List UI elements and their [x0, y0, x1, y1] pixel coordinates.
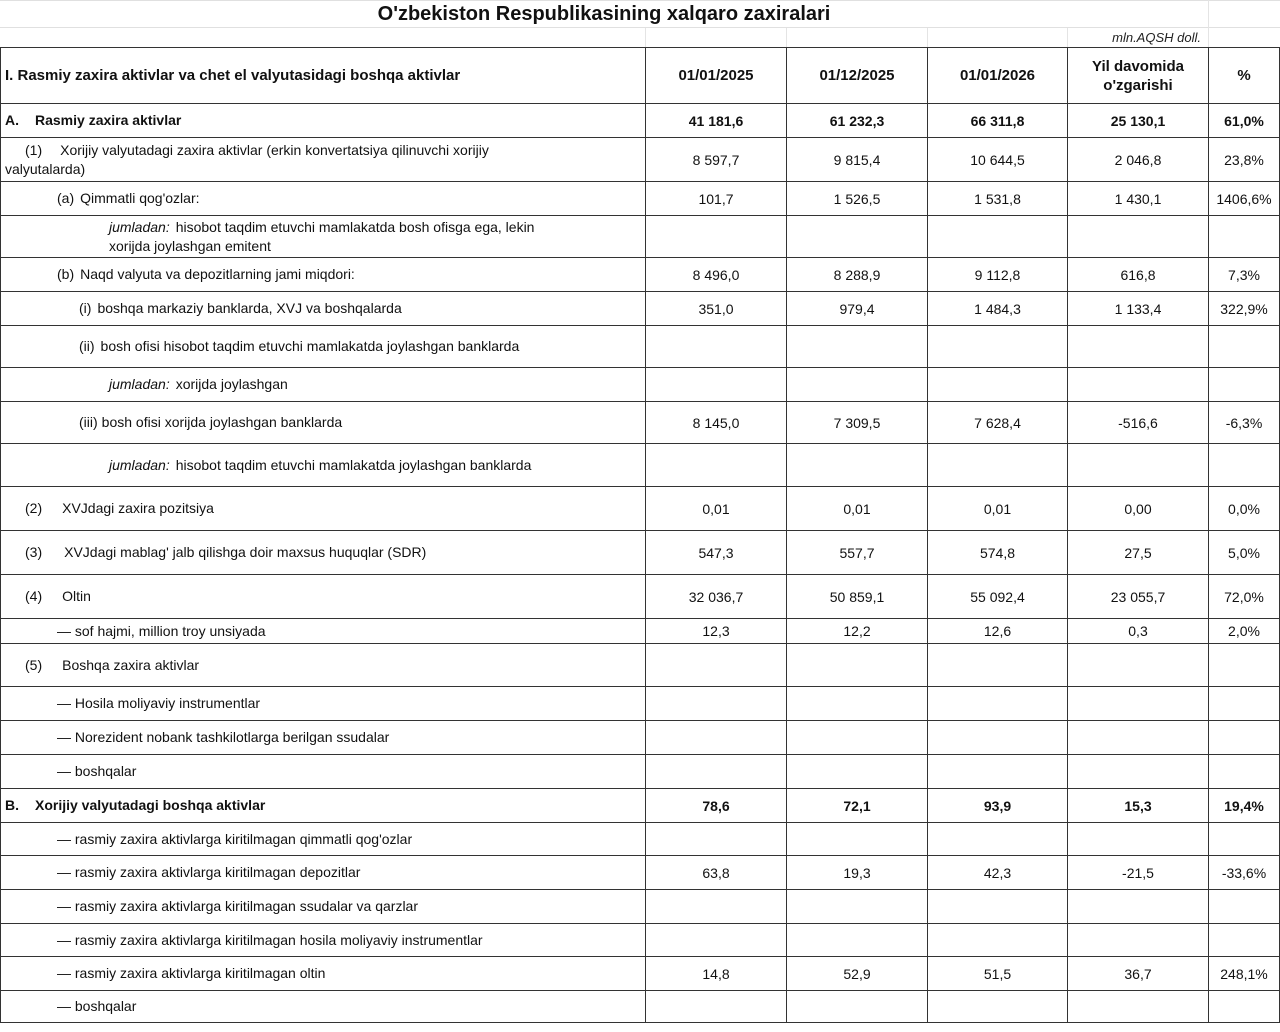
value-2025-12 [787, 326, 928, 368]
value-2025-12 [787, 216, 928, 258]
value-2026-01: 66 311,8 [928, 104, 1068, 138]
table-row [1, 890, 1280, 924]
value-change: 0,00 [1068, 487, 1209, 531]
row-label-text: XVJdagi zaxira pozitsiya [62, 500, 214, 516]
value-2025-01: 8 597,7 [646, 138, 787, 182]
value-2025-01 [646, 721, 787, 755]
value-percent: 0,0% [1209, 487, 1280, 531]
value-2026-01: 55 092,4 [928, 575, 1068, 619]
table-row [1, 823, 1280, 856]
value-2025-01 [646, 924, 787, 957]
table-row [1, 531, 1280, 575]
row-label [1, 292, 646, 326]
value-percent [1209, 644, 1280, 687]
table-row [1, 104, 1280, 138]
row-label [1, 368, 646, 402]
row-label-text: — rasmiy zaxira aktivlarga kiritilmagan oltin [57, 965, 326, 981]
value-percent [1209, 890, 1280, 924]
value-change [1068, 216, 1209, 258]
value-2026-01 [928, 368, 1068, 402]
value-2026-01 [928, 890, 1068, 924]
value-change: 36,7 [1068, 957, 1209, 991]
row-label [1, 789, 646, 823]
header-col-2025-01: 01/01/2025 [646, 48, 787, 104]
row-prefix: (4) [25, 588, 43, 604]
value-2025-12 [787, 823, 928, 856]
header-row [1, 48, 1280, 104]
value-2026-01: 1 531,8 [928, 182, 1068, 216]
row-label [1, 216, 646, 258]
value-2025-01: 14,8 [646, 957, 787, 991]
value-2025-12 [787, 368, 928, 402]
value-2026-01 [928, 444, 1068, 487]
table-row [1, 402, 1280, 444]
value-2025-01: 63,8 [646, 856, 787, 890]
value-2025-12 [787, 444, 928, 487]
value-2026-01: 7 628,4 [928, 402, 1068, 444]
reserves-table [0, 47, 1280, 1023]
table-row [1, 216, 1280, 258]
table-row [1, 487, 1280, 531]
value-change [1068, 991, 1209, 1023]
value-change: 1 430,1 [1068, 182, 1209, 216]
value-change [1068, 823, 1209, 856]
value-2026-01 [928, 991, 1068, 1023]
table-row [1, 644, 1280, 687]
row-prefix: (1) [25, 141, 43, 158]
value-change: 1 133,4 [1068, 292, 1209, 326]
row-label [1, 890, 646, 924]
value-change: -516,6 [1068, 402, 1209, 444]
value-2026-01: 1 484,3 [928, 292, 1068, 326]
value-percent [1209, 687, 1280, 721]
row-label [1, 619, 646, 644]
value-percent [1209, 823, 1280, 856]
value-percent [1209, 924, 1280, 957]
value-2025-01: 547,3 [646, 531, 787, 575]
value-change: 15,3 [1068, 789, 1209, 823]
row-label [1, 531, 646, 575]
row-label [1, 402, 646, 444]
value-2026-01: 574,8 [928, 531, 1068, 575]
value-change: 23 055,7 [1068, 575, 1209, 619]
value-2026-01 [928, 823, 1068, 856]
value-percent [1209, 216, 1280, 258]
report-title: O'zbekiston Respublikasining xalqaro zaxiralari [377, 3, 831, 25]
value-change: 0,3 [1068, 619, 1209, 644]
row-prefix: B. [5, 797, 19, 813]
row-prefix: (iii) [79, 414, 98, 430]
value-2025-01 [646, 444, 787, 487]
value-percent: 23,8% [1209, 138, 1280, 182]
value-2026-01: 93,9 [928, 789, 1068, 823]
value-2025-01: 8 145,0 [646, 402, 787, 444]
row-prefix: jumladan: [109, 218, 170, 235]
value-2026-01: 51,5 [928, 957, 1068, 991]
value-2025-12: 61 232,3 [787, 104, 928, 138]
header-label: I. Rasmiy zaxira aktivlar va chet el valyutasidagi boshqa aktivlar [1, 48, 646, 104]
value-2025-01 [646, 216, 787, 258]
value-2025-12: 557,7 [787, 531, 928, 575]
value-2025-12: 50 859,1 [787, 575, 928, 619]
row-label-text: — rasmiy zaxira aktivlarga kiritilmagan qimmatli qog'ozlar [57, 830, 413, 847]
value-percent: 248,1% [1209, 957, 1280, 991]
value-2026-01 [928, 924, 1068, 957]
row-prefix: (ii) [79, 338, 95, 354]
value-2026-01 [928, 216, 1068, 258]
value-2025-12: 7 309,5 [787, 402, 928, 444]
row-label-text: Rasmiy zaxira aktivlar [35, 112, 182, 128]
value-2025-01 [646, 687, 787, 721]
row-label-text: bosh ofisi hisobot taqdim etuvchi mamlakatda joylashgan banklarda [100, 338, 520, 354]
value-2026-01 [928, 755, 1068, 789]
value-2025-12: 1 526,5 [787, 182, 928, 216]
value-2025-12: 8 288,9 [787, 258, 928, 292]
row-label [1, 258, 646, 292]
value-2026-01: 42,3 [928, 856, 1068, 890]
row-label [1, 487, 646, 531]
table-row [1, 721, 1280, 755]
table-row [1, 957, 1280, 991]
row-label-text: Xorijiy valyutadagi boshqa aktivlar [35, 797, 266, 813]
value-percent [1209, 721, 1280, 755]
value-2025-12: 19,3 [787, 856, 928, 890]
header-change-line2: o'zgarishi [1103, 76, 1173, 94]
row-label-text: — sof hajmi, million troy unsiyada [57, 622, 266, 639]
table-row [1, 575, 1280, 619]
value-2026-01 [928, 644, 1068, 687]
value-percent: 72,0% [1209, 575, 1280, 619]
value-change: 616,8 [1068, 258, 1209, 292]
value-2026-01: 0,01 [928, 487, 1068, 531]
row-prefix: (5) [25, 656, 43, 673]
row-prefix: A. [5, 112, 19, 128]
value-2025-01 [646, 823, 787, 856]
header-col-change [1068, 48, 1209, 104]
row-label [1, 444, 646, 487]
value-2025-01 [646, 991, 787, 1023]
row-label [1, 991, 646, 1023]
row-label [1, 138, 646, 182]
value-2025-12 [787, 890, 928, 924]
table-row [1, 924, 1280, 957]
table-row [1, 444, 1280, 487]
value-2025-01: 0,01 [646, 487, 787, 531]
table-row [1, 368, 1280, 402]
value-percent: 61,0% [1209, 104, 1280, 138]
value-2025-12 [787, 755, 928, 789]
value-2025-12: 979,4 [787, 292, 928, 326]
value-2025-01: 8 496,0 [646, 258, 787, 292]
unit-note: mln.AQSH doll. [1112, 30, 1201, 45]
row-label-text: — boshqalar [57, 763, 137, 779]
value-2026-01 [928, 687, 1068, 721]
value-2026-01: 12,6 [928, 619, 1068, 644]
value-percent: 5,0% [1209, 531, 1280, 575]
row-prefix: jumladan: [109, 456, 170, 473]
row-label-text: hisobot taqdim etuvchi mamlakatda bosh ofisga ega, lekin [175, 218, 535, 235]
row-label-text: — rasmiy zaxira aktivlarga kiritilmagan depozitlar [57, 864, 361, 880]
table-row [1, 619, 1280, 644]
value-2025-12: 52,9 [787, 957, 928, 991]
value-2025-01: 32 036,7 [646, 575, 787, 619]
value-percent [1209, 991, 1280, 1023]
value-percent: -33,6% [1209, 856, 1280, 890]
header-change-line1: Yil davomida [1092, 57, 1184, 75]
value-2026-01 [928, 721, 1068, 755]
value-2025-01 [646, 644, 787, 687]
row-prefix: (b) [57, 266, 75, 282]
row-prefix: (2) [25, 500, 43, 516]
value-2025-12 [787, 924, 928, 957]
value-2025-12 [787, 721, 928, 755]
row-label-text: Xorijiy valyutadagi zaxira aktivlar (erkin konvertatsiya qilinuvchi xorijiy [60, 141, 489, 158]
value-change [1068, 326, 1209, 368]
value-2025-01 [646, 326, 787, 368]
row-label-text: Oltin [62, 588, 91, 604]
value-percent [1209, 444, 1280, 487]
row-label-text: XVJdagi mablag' jalb qilishga doir maxsus huquqlar (SDR) [64, 544, 427, 560]
value-percent [1209, 755, 1280, 789]
row-label [1, 924, 646, 957]
table-row [1, 292, 1280, 326]
table-row [1, 138, 1280, 182]
value-change: 25 130,1 [1068, 104, 1209, 138]
value-percent: 2,0% [1209, 619, 1280, 644]
value-2025-01: 41 181,6 [646, 104, 787, 138]
value-2025-12: 72,1 [787, 789, 928, 823]
value-change [1068, 890, 1209, 924]
value-change [1068, 644, 1209, 687]
value-change: 2 046,8 [1068, 138, 1209, 182]
value-2025-01: 101,7 [646, 182, 787, 216]
value-percent [1209, 326, 1280, 368]
value-percent: 19,4% [1209, 789, 1280, 823]
value-percent: 1406,6% [1209, 182, 1280, 216]
value-percent: -6,3% [1209, 402, 1280, 444]
row-label-text: boshqa markaziy banklarda, XVJ va boshqalarda [97, 300, 402, 316]
row-prefix: (a) [57, 190, 75, 206]
row-label [1, 326, 646, 368]
value-2025-01: 351,0 [646, 292, 787, 326]
row-label [1, 957, 646, 991]
value-change: -21,5 [1068, 856, 1209, 890]
row-label [1, 575, 646, 619]
row-label-text-continued: xorijda joylashgan emitent [109, 237, 271, 254]
value-change [1068, 687, 1209, 721]
value-change [1068, 721, 1209, 755]
value-change: 27,5 [1068, 531, 1209, 575]
row-prefix: (i) [79, 300, 92, 316]
row-label-text: — rasmiy zaxira aktivlarga kiritilmagan hosila moliyaviy instrumentlar [57, 931, 483, 948]
row-label-text: — boshqalar [57, 998, 137, 1014]
row-label [1, 182, 646, 216]
row-label-text: Naqd valyuta va depozitlarning jami miqdori: [80, 266, 355, 282]
value-2025-12: 0,01 [787, 487, 928, 531]
value-change [1068, 444, 1209, 487]
table-row [1, 856, 1280, 890]
value-percent [1209, 368, 1280, 402]
row-label-text: — Norezident nobank tashkilotlarga berilgan ssudalar [57, 729, 390, 745]
table-row [1, 687, 1280, 721]
value-2025-12: 9 815,4 [787, 138, 928, 182]
row-label-text: xorijda joylashgan [175, 376, 288, 392]
value-change [1068, 755, 1209, 789]
table-row [1, 258, 1280, 292]
value-2025-01 [646, 755, 787, 789]
value-2025-01 [646, 368, 787, 402]
table-row [1, 755, 1280, 789]
row-label [1, 755, 646, 789]
row-label-text: — rasmiy zaxira aktivlarga kiritilmagan ssudalar va qarzlar [57, 898, 419, 914]
value-percent: 322,9% [1209, 292, 1280, 326]
row-label-text: Qimmatli qog'ozlar: [80, 190, 200, 206]
row-label-text: hisobot taqdim etuvchi mamlakatda joylashgan banklarda [175, 456, 532, 473]
value-2026-01 [928, 326, 1068, 368]
value-2025-01: 78,6 [646, 789, 787, 823]
table-row [1, 789, 1280, 823]
table-row [1, 182, 1280, 216]
row-label [1, 856, 646, 890]
value-2026-01: 10 644,5 [928, 138, 1068, 182]
row-label [1, 721, 646, 755]
row-label [1, 104, 646, 138]
row-label [1, 823, 646, 856]
row-prefix: (3) [25, 544, 43, 560]
row-label-text: — Hosila moliyaviy instrumentlar [57, 695, 261, 711]
header-col-2026-01: 01/01/2026 [928, 48, 1068, 104]
header-col-percent: % [1209, 48, 1280, 104]
value-percent: 7,3% [1209, 258, 1280, 292]
table-row [1, 991, 1280, 1023]
header-col-2025-12: 01/12/2025 [787, 48, 928, 104]
row-label-text-continued: valyutalarda) [5, 160, 86, 177]
row-label [1, 644, 646, 687]
value-change [1068, 924, 1209, 957]
value-2025-12: 12,2 [787, 619, 928, 644]
value-2025-12 [787, 644, 928, 687]
row-prefix: jumladan: [109, 376, 170, 392]
value-2025-01: 12,3 [646, 619, 787, 644]
value-2025-12 [787, 687, 928, 721]
value-change [1068, 368, 1209, 402]
value-2025-12 [787, 991, 928, 1023]
row-label-text: Boshqa zaxira aktivlar [62, 656, 200, 673]
value-2025-01 [646, 890, 787, 924]
row-label [1, 687, 646, 721]
value-2026-01: 9 112,8 [928, 258, 1068, 292]
row-label-text: bosh ofisi xorijda joylashgan banklarda [101, 414, 343, 430]
table-row [1, 326, 1280, 368]
